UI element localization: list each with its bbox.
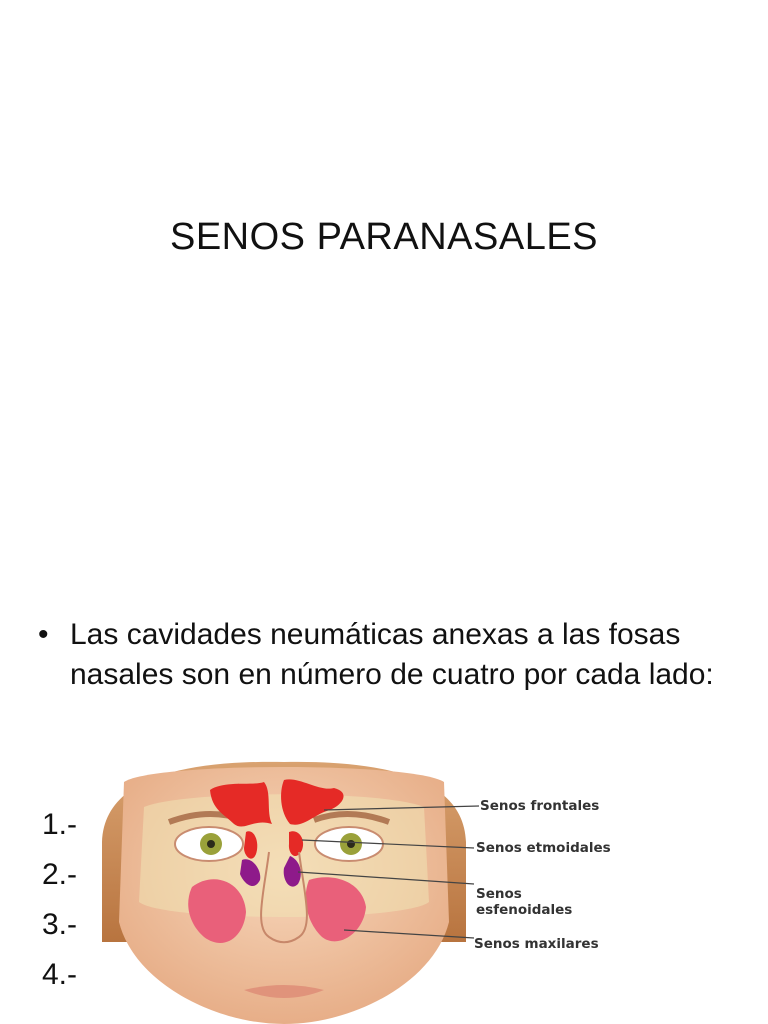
label-frontales: Senos frontales [480,798,600,814]
bullet-item [38,615,738,695]
numbered-list [42,800,77,1000]
bullet-dot: • [38,618,49,651]
label-maxilares: Senos maxilares [474,936,599,952]
page-title: SENOS PARANASALES [169,216,599,258]
list-item: 2.- [42,858,78,891]
slide-content [0,512,768,1024]
sinus-illustration [94,752,624,1024]
label-esfenoidales-1: Senos [476,886,522,902]
label-etmoidales: Senos etmoidales [476,840,611,856]
list-item: 1.- [42,808,78,841]
list-item: 4.- [42,958,78,991]
label-esfenoidales-2: esfenoidales [476,902,573,918]
bullet-text: Las cavidades neumáticas anexas a las fosas nasales son en número de cuatro por cada lado: [70,618,714,691]
list-item: 3.- [42,908,78,941]
